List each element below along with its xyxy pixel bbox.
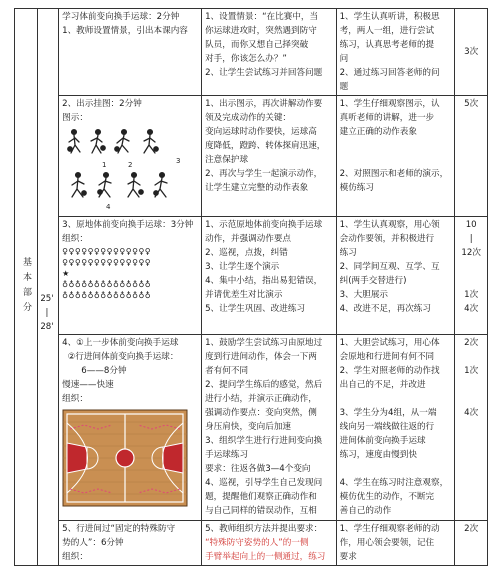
- student-line: 出自己的不足，并改进: [339, 380, 426, 390]
- student-line: 2、同学间互观、互学、互: [339, 262, 440, 272]
- time-cell-bottom: [38, 335, 59, 566]
- count-value: 12次: [461, 248, 481, 258]
- table-row: [15, 335, 488, 521]
- student-line: 会原地和行进间有何不同: [339, 352, 435, 362]
- teacher-cell: [202, 521, 337, 566]
- teacher-cell: [202, 9, 337, 96]
- count-cell: [455, 521, 488, 566]
- student-line: 练习，认真思考老师的提: [339, 40, 435, 50]
- student-line: 1、学生仔细观察图示，认: [339, 99, 440, 109]
- teacher-line: 2、再次与学生一起演示动作，: [205, 169, 323, 179]
- teacher-line: 5、让学生巩固、改进练习: [205, 304, 306, 314]
- student-line: 会动作要领，并积极进行: [339, 234, 435, 244]
- formation-row: ♁♁♁♁♁♁♁♁♁♁♁♁♁♁: [62, 280, 152, 289]
- student-line: [340, 139, 452, 153]
- student-line: 作，用心领会要领，记住: [339, 538, 435, 548]
- student-line: 练习: [339, 248, 357, 258]
- teacher-line: 2、巡视，点拨，纠错: [205, 248, 288, 258]
- teacher-line: 动作，并强调动作要点: [205, 234, 292, 244]
- teacher-line: 对手，你该怎么办？”: [205, 54, 287, 64]
- content-line: 2、出示挂图：2分钟: [62, 99, 142, 109]
- content-line: 4、①上一步体前变向换手运球: [62, 338, 179, 348]
- ball-icon: [139, 190, 143, 194]
- figure-label: 4: [106, 203, 111, 211]
- part-label: 基本部分: [21, 257, 32, 317]
- ball-icon: [101, 146, 105, 150]
- count-cell: [455, 96, 488, 217]
- time-label-end: 28': [40, 322, 54, 332]
- teacher-line: 并请优差生对比演示: [205, 290, 283, 300]
- student-line: 3、学生分为4组，从一端: [339, 408, 437, 418]
- figure-label: 1: [102, 161, 107, 169]
- teacher-cell: [202, 217, 337, 335]
- teacher-line: 进行小结，并演示正确动作，: [205, 394, 317, 404]
- student-line: 善自己的动作: [339, 506, 392, 516]
- content-cell: [59, 335, 202, 521]
- figure-label: 2: [128, 161, 133, 169]
- content-cell: [59, 96, 202, 217]
- teacher-line: 3、组织学生进行行进间变向换: [205, 436, 323, 446]
- count-value: 1次: [464, 290, 479, 300]
- student-cell: [336, 521, 455, 566]
- teacher-line: 1、设置情景：“在比赛中，当: [205, 12, 319, 22]
- time-label-start: 25': [40, 294, 54, 304]
- content-line: 慢速——快速: [62, 380, 114, 390]
- table-row: [15, 217, 488, 335]
- formation-row: ♁♁♁♁♁♁♁♁♁♁♁♁♁♁: [62, 291, 152, 300]
- student-line: 建立正确的动作表象: [339, 127, 417, 137]
- student-line: 1、学生认真听讲，积极思: [339, 12, 440, 22]
- content-line: 5、行进间过“固定的特殊防守: [62, 524, 176, 534]
- teacher-line: 度到行进间动作，体会一下两: [205, 352, 317, 362]
- ball-icon: [154, 191, 158, 195]
- teacher-line: 手运球练习: [205, 450, 249, 460]
- student-line: 模仿优生的动作，不断完: [339, 492, 435, 502]
- student-line: 练习，速度由慢到快: [339, 450, 417, 460]
- content-line: 学习体前变向换手运球：2分钟: [62, 12, 180, 22]
- teacher-line: 身压肩快，变向后加速: [205, 422, 292, 432]
- center-circle: [116, 449, 134, 467]
- count-cell: [455, 335, 488, 521]
- ball-icon: [68, 147, 72, 151]
- teacher-cell: [202, 96, 337, 217]
- teacher-line: 4、集中小结，指出易犯错误，: [205, 276, 323, 286]
- part-cell: [15, 9, 38, 566]
- ball-icon: [115, 147, 119, 151]
- lesson-plan-table: [14, 8, 488, 566]
- count-cell: [455, 217, 488, 335]
- player-figure-icon: [91, 130, 102, 153]
- teacher-line: 与自己同样的错误动作，互相: [205, 506, 317, 516]
- teacher-line: 2、提问学生练后的感觉，然后: [205, 380, 323, 390]
- count-value: |: [469, 234, 473, 244]
- right-key: [163, 443, 183, 473]
- student-line: 1、学生仔细观察老师的动: [339, 524, 440, 534]
- content-cell: [59, 9, 202, 96]
- teacher-line-highlight: “特殊防守姿势的人”的一侧: [205, 538, 309, 548]
- time-cell-top: [38, 9, 59, 335]
- basketball-court-diagram: [62, 409, 188, 507]
- time-label-sep: |: [45, 308, 49, 318]
- student-line: 2、通过练习回答老师的问: [339, 68, 440, 78]
- ball-icon: [154, 147, 158, 151]
- count-value: 4次: [464, 408, 479, 418]
- content-line: 图示：: [62, 113, 88, 123]
- student-cell: [336, 217, 455, 335]
- count-value: 4次: [464, 304, 479, 314]
- table-row: [15, 96, 488, 217]
- student-line: 真听老师的讲解，进一步: [339, 113, 435, 123]
- left-key: [67, 443, 87, 473]
- teacher-line: 注意保护球: [205, 155, 249, 165]
- teacher-line: 队员，而你又想自己择突破: [205, 40, 309, 50]
- student-cell: [336, 9, 455, 96]
- teacher-line: 4、巡视，引导学生自己发现问: [205, 478, 323, 488]
- student-line: 1、大胆尝试练习，用心体: [339, 338, 440, 348]
- count-value: 1次: [464, 366, 479, 376]
- figure-label: 3: [176, 157, 181, 165]
- student-line: 要求: [339, 552, 357, 562]
- teacher-line: 1、出示图示，再次讲解动作要: [205, 99, 323, 109]
- teacher-line: 领及完成动作的关键：: [205, 113, 292, 123]
- teacher-line: 2、让学生尝试练习并回答问题: [205, 68, 323, 78]
- teacher-line: 让学生建立完整的动作表象: [205, 183, 309, 193]
- teacher-star-icon: ★: [62, 269, 70, 278]
- teacher-line: 题，提醒他们观察正确动作和: [205, 492, 317, 502]
- ball-icon: [82, 191, 86, 195]
- student-line: 线向另一端线做往返的行: [339, 422, 435, 432]
- teacher-line: 5、教师组织方法并提出要求：: [205, 524, 323, 534]
- student-line: 4、学生在练习时注意观察，: [339, 478, 449, 488]
- player-figure-icon: [128, 173, 140, 197]
- student-cell: [336, 96, 455, 217]
- teacher-line: 你运球进攻时，突然遇到防守: [205, 26, 317, 36]
- teacher-cell: [202, 335, 337, 521]
- teacher-line: 1、鼓励学生尝试练习由原地过: [205, 338, 323, 348]
- teacher-line: 度降低，蹬跨、转体探肩迅速，: [205, 141, 326, 151]
- count-value: 2次: [464, 338, 479, 348]
- student-line: 考，两人一组，进行尝试: [339, 26, 435, 36]
- content-line: 组织：: [62, 552, 88, 562]
- content-cell: [59, 217, 202, 335]
- student-line: 模仿练习: [339, 183, 374, 193]
- teacher-line: 者有何不同: [205, 366, 249, 376]
- content-line: 组织：: [62, 234, 88, 244]
- content-line: 3、原地体前变向换手运球：3分钟: [62, 220, 194, 230]
- count-cell: [455, 9, 488, 96]
- student-line: 3、大胆展示: [339, 290, 389, 300]
- teacher-line: 要求：往返各做3—4个变向: [205, 464, 311, 474]
- teacher-line: 变向运球时动作要快，运球高: [205, 127, 317, 137]
- student-line: 4、改进不足，再次练习: [339, 304, 431, 314]
- count-value: 3次: [464, 47, 479, 57]
- student-cell: [336, 335, 455, 521]
- content-cell: [59, 521, 202, 566]
- dribble-figure-illustration: [62, 127, 186, 213]
- teacher-line: 3、让学生逐个演示: [205, 262, 280, 272]
- student-line: [340, 153, 452, 167]
- content-line: 1、教师设置情景，引出本课内容: [62, 26, 188, 36]
- count-value: 10: [465, 220, 477, 230]
- teacher-line-highlight: 手臂举起向上的一侧通过，练习: [205, 552, 326, 562]
- content-line: ②行进间体前变向换手运球：: [62, 352, 179, 362]
- student-line: 题: [339, 82, 349, 92]
- table-row: [15, 521, 488, 566]
- student-line: 2、学生对照老师的动作找: [339, 366, 440, 376]
- count-value: 2次: [464, 524, 479, 534]
- teacher-line: 1、示范原地体前变向换手运球: [205, 220, 323, 230]
- ball-icon: [98, 190, 102, 194]
- content-line: 组织：: [62, 394, 88, 404]
- content-line: 势的人”：6分钟: [62, 538, 124, 548]
- content-line: 6——8分钟: [62, 366, 127, 376]
- count-value: 5次: [464, 99, 479, 109]
- time-label: [37, 292, 57, 334]
- formation-row: ♀♀♀♀♀♀♀♀♀♀♀♀♀♀: [62, 258, 152, 267]
- student-line: 纠(两手交替进行): [339, 276, 407, 286]
- student-line: 进间体前变向换手运球: [339, 436, 426, 446]
- formation-row: ♀♀♀♀♀♀♀♀♀♀♀♀♀♀: [62, 247, 152, 256]
- table-row: [15, 9, 488, 96]
- student-line: 1、学生认真观察，用心领: [339, 220, 440, 230]
- teacher-line: 强调动作要点：变向突然，侧: [205, 408, 317, 418]
- student-line: 2、对照图示和老师的演示，: [339, 169, 449, 179]
- student-line: 问: [339, 54, 349, 64]
